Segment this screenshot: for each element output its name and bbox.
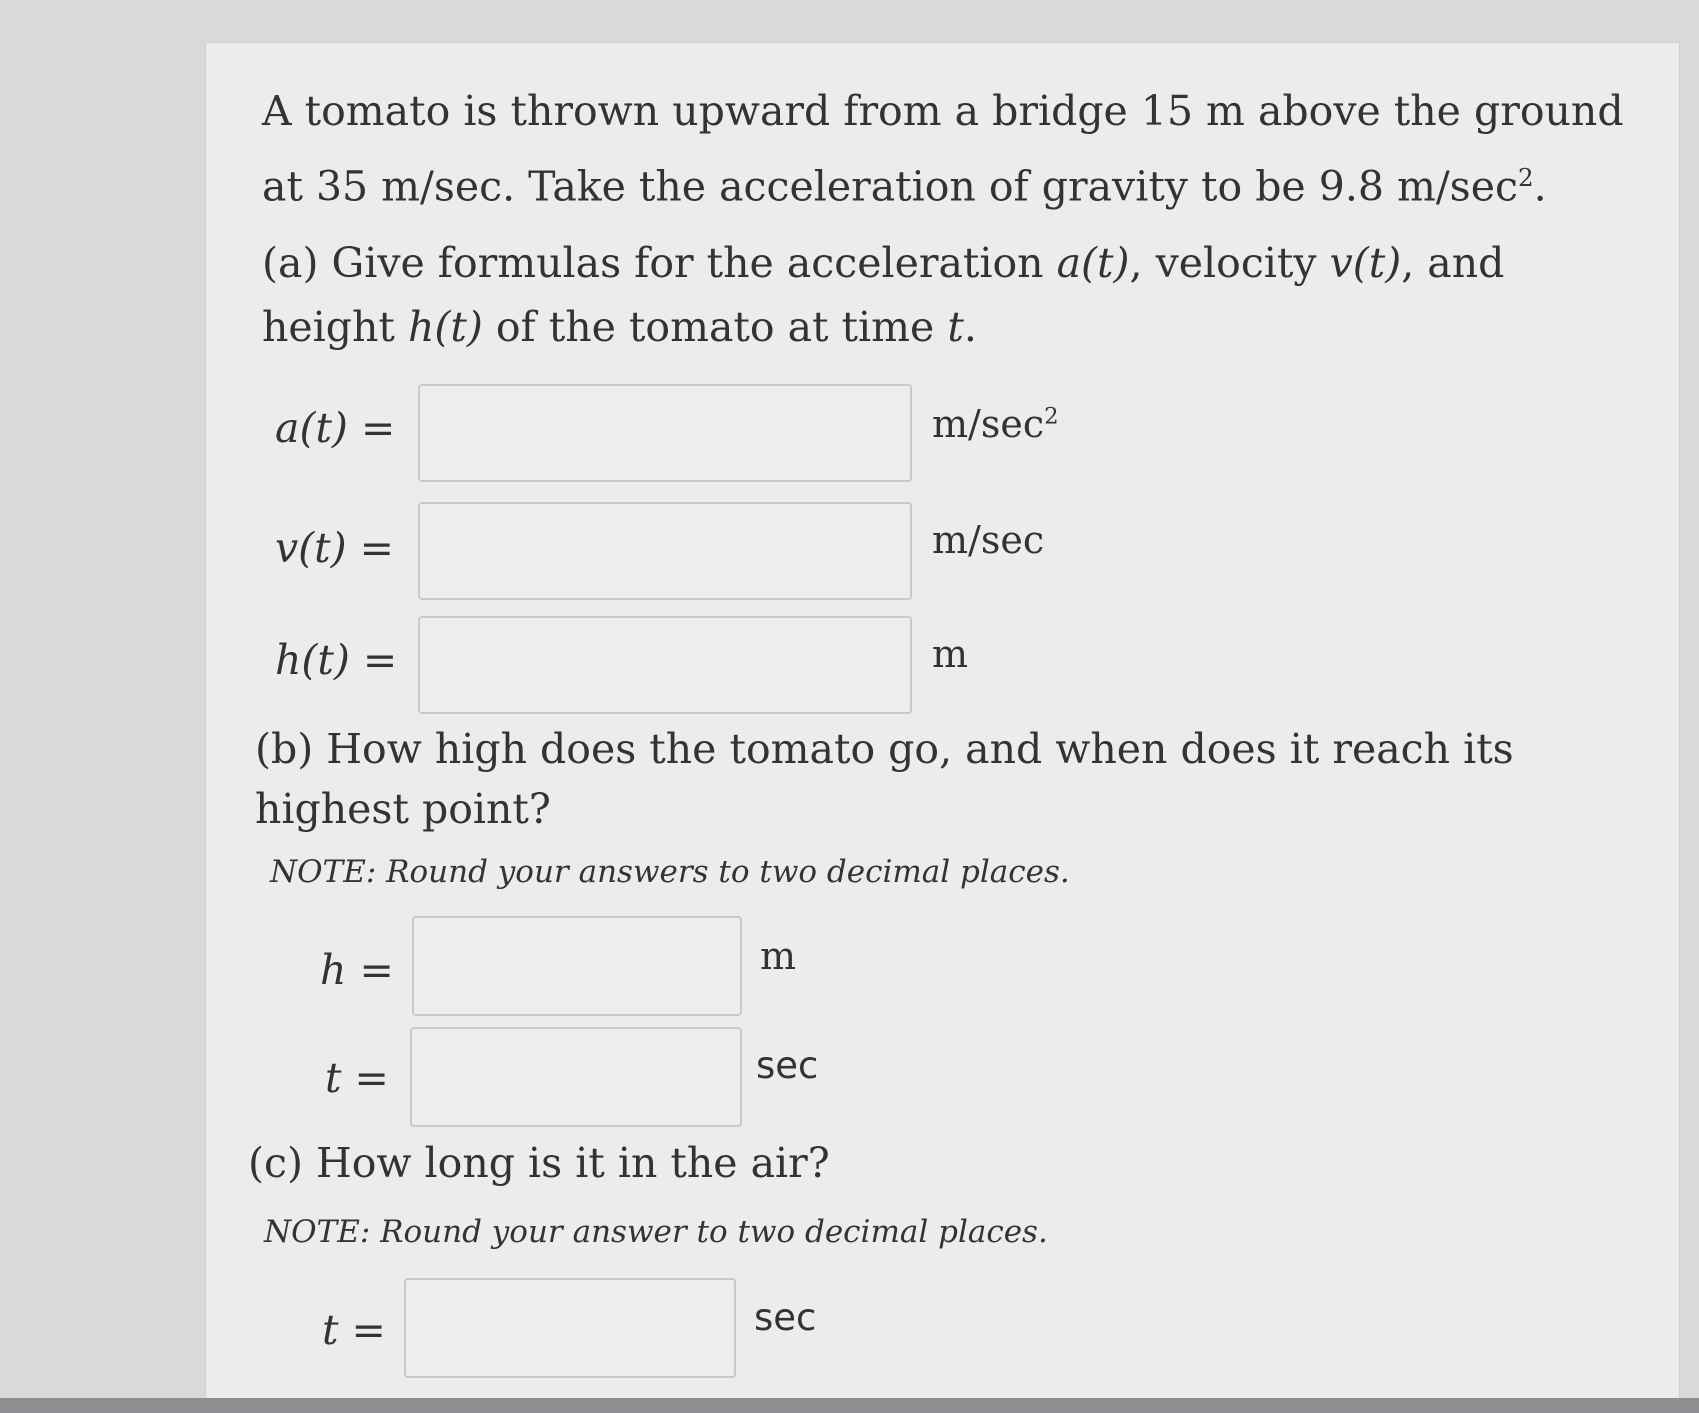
part-a-prompt-line1: (a) Give formulas for the acceleration a(t), velocity v(t), and (262, 239, 1505, 287)
max-height-unit: m (760, 934, 797, 978)
part-b-prompt-line1: (b) How high does the tomato go, and when does it reach its (255, 725, 1514, 773)
max-height-label: h = (320, 946, 394, 994)
max-height-input[interactable] (412, 916, 742, 1016)
air-time-input[interactable] (404, 1278, 736, 1378)
part-b-prompt-line2: highest point? (255, 785, 551, 833)
air-time-label: t = (322, 1306, 386, 1354)
peak-time-input[interactable] (410, 1027, 742, 1127)
acceleration-label: a(t) = (275, 404, 396, 452)
air-time-unit: sec (754, 1296, 817, 1339)
height-unit: m (932, 632, 969, 676)
velocity-formula-input[interactable] (418, 502, 912, 600)
part-c-prompt: (c) How long is it in the air? (248, 1139, 830, 1187)
acceleration-formula-input[interactable] (418, 384, 912, 482)
velocity-unit: m/sec (932, 518, 1045, 562)
part-b-note: NOTE: Round your answers to two decimal places. (270, 854, 1070, 890)
problem-intro-line2: at 35 m/sec. Take the acceleration of gravity to be 9.8 $m/\sec^2$. (262, 162, 1547, 211)
acceleration-unit: $m/\sec^2$ (932, 402, 1059, 446)
peak-time-label: t = (325, 1054, 389, 1102)
height-label: h(t) = (275, 636, 398, 684)
height-formula-input[interactable] (418, 616, 912, 714)
velocity-label: v(t) = (275, 524, 395, 572)
problem-intro-line1: A tomato is thrown upward from a bridge 15 m above the ground (262, 87, 1624, 135)
part-a-prompt-line2: height h(t) of the tomato at time t. (262, 303, 977, 351)
peak-time-unit: sec (756, 1044, 819, 1087)
part-c-note: NOTE: Round your answer to two decimal places. (264, 1214, 1048, 1250)
screen-bottom-bezel (0, 1398, 1699, 1413)
